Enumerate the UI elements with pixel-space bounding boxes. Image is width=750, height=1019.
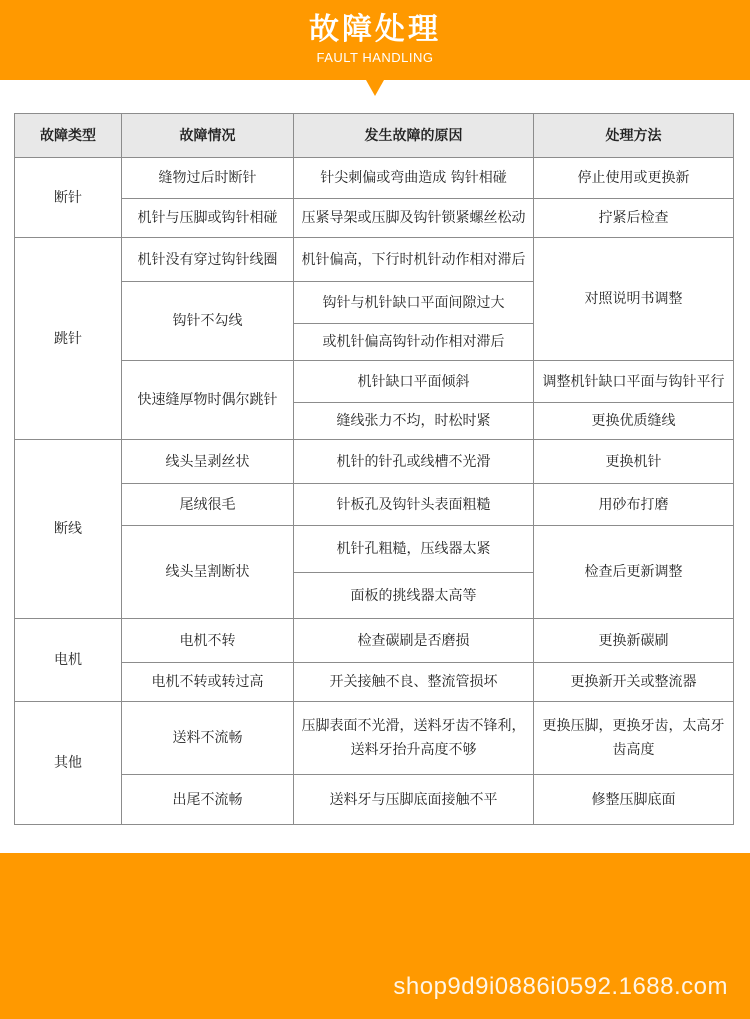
cause-cell: 压脚表面不光滑，送料牙齿不锋利，送料牙抬升高度不够 xyxy=(294,702,534,775)
situation-cell: 出尾不流畅 xyxy=(122,775,294,825)
method-cell: 停止使用或更换新 xyxy=(534,158,734,199)
situation-cell: 缝物过后时断针 xyxy=(122,158,294,199)
method-cell: 拧紧后检查 xyxy=(534,199,734,238)
shop-url-watermark: shop9d9i0886i0592.1688.com xyxy=(393,973,728,1000)
bottom-banner xyxy=(0,853,750,1019)
cause-cell: 缝线张力不均，时松时紧 xyxy=(294,403,534,440)
table-row xyxy=(15,702,734,775)
table-row xyxy=(15,526,734,573)
table-row xyxy=(15,238,734,282)
situation-cell: 机针与压脚或钩针相碰 xyxy=(122,199,294,238)
table-row xyxy=(15,775,734,825)
category-cell: 其他 xyxy=(15,702,122,825)
cause-cell: 机针缺口平面倾斜 xyxy=(294,361,534,403)
cause-cell: 压紧导架或压脚及钩针锁紧螺丝松动 xyxy=(294,199,534,238)
situation-cell: 电机不转或转过高 xyxy=(122,663,294,702)
fault-table xyxy=(14,113,734,825)
cause-cell: 面板的挑线器太高等 xyxy=(294,573,534,619)
header-fault-type: 故障类型 xyxy=(15,114,122,158)
cause-cell: 开关接触不良、整流管损坏 xyxy=(294,663,534,702)
method-cell: 更换新开关或整流器 xyxy=(534,663,734,702)
situation-cell: 钩针不勾线 xyxy=(122,282,294,361)
method-cell: 更换机针 xyxy=(534,440,734,484)
cause-cell: 机针的针孔或线槽不光滑 xyxy=(294,440,534,484)
category-cell: 电机 xyxy=(15,619,122,702)
cause-cell: 送料牙与压脚底面接触不平 xyxy=(294,775,534,825)
category-cell: 跳针 xyxy=(15,238,122,440)
category-cell: 断针 xyxy=(15,158,122,238)
page-title: 故障处理 xyxy=(309,12,441,47)
cause-cell: 钩针与机针缺口平面间隙过大 xyxy=(294,282,534,324)
situation-cell: 机针没有穿过钩针线圈 xyxy=(122,238,294,282)
table-row xyxy=(15,361,734,403)
method-cell: 对照说明书调整 xyxy=(534,238,734,361)
table-header-row xyxy=(15,114,734,158)
situation-cell: 线头呈剥丝状 xyxy=(122,440,294,484)
cause-cell: 针板孔及钩针头表面粗糙 xyxy=(294,484,534,526)
method-cell: 更换优质缝线 xyxy=(534,403,734,440)
top-banner xyxy=(0,0,750,80)
situation-cell: 快速缝厚物时偶尔跳针 xyxy=(122,361,294,440)
header-solution: 处理方法 xyxy=(534,114,734,158)
situation-cell: 线头呈割断状 xyxy=(122,526,294,619)
cause-cell: 或机针偏高钩针动作相对滞后 xyxy=(294,324,534,361)
method-cell: 更换新碳刷 xyxy=(534,619,734,663)
method-cell: 修整压脚底面 xyxy=(534,775,734,825)
header-fault-cause: 发生故障的原因 xyxy=(294,114,534,158)
table-row xyxy=(15,619,734,663)
cause-cell: 机针偏高，下行时机针动作相对滞后 xyxy=(294,238,534,282)
situation-cell: 送料不流畅 xyxy=(122,702,294,775)
page-subtitle: FAULT HANDLING xyxy=(316,50,434,65)
table-row xyxy=(15,158,734,199)
method-cell: 调整机针缺口平面与钩针平行 xyxy=(534,361,734,403)
table-row xyxy=(15,484,734,526)
category-cell: 断线 xyxy=(15,440,122,619)
situation-cell: 电机不转 xyxy=(122,619,294,663)
table-row xyxy=(15,663,734,702)
table-row xyxy=(15,199,734,238)
method-cell: 用砂布打磨 xyxy=(534,484,734,526)
table-row xyxy=(15,440,734,484)
situation-cell: 尾绒很毛 xyxy=(122,484,294,526)
header-fault-situation: 故障情况 xyxy=(122,114,294,158)
cause-cell: 机针孔粗糙，压线器太紧 xyxy=(294,526,534,573)
banner-arrow-icon xyxy=(366,80,384,96)
cause-cell: 针尖刺偏或弯曲造成 钩针相碰 xyxy=(294,158,534,199)
cause-cell: 检查碳刷是否磨损 xyxy=(294,619,534,663)
method-cell: 检查后更新调整 xyxy=(534,526,734,619)
method-cell: 更换压脚，更换牙齿，太高牙齿高度 xyxy=(534,702,734,775)
